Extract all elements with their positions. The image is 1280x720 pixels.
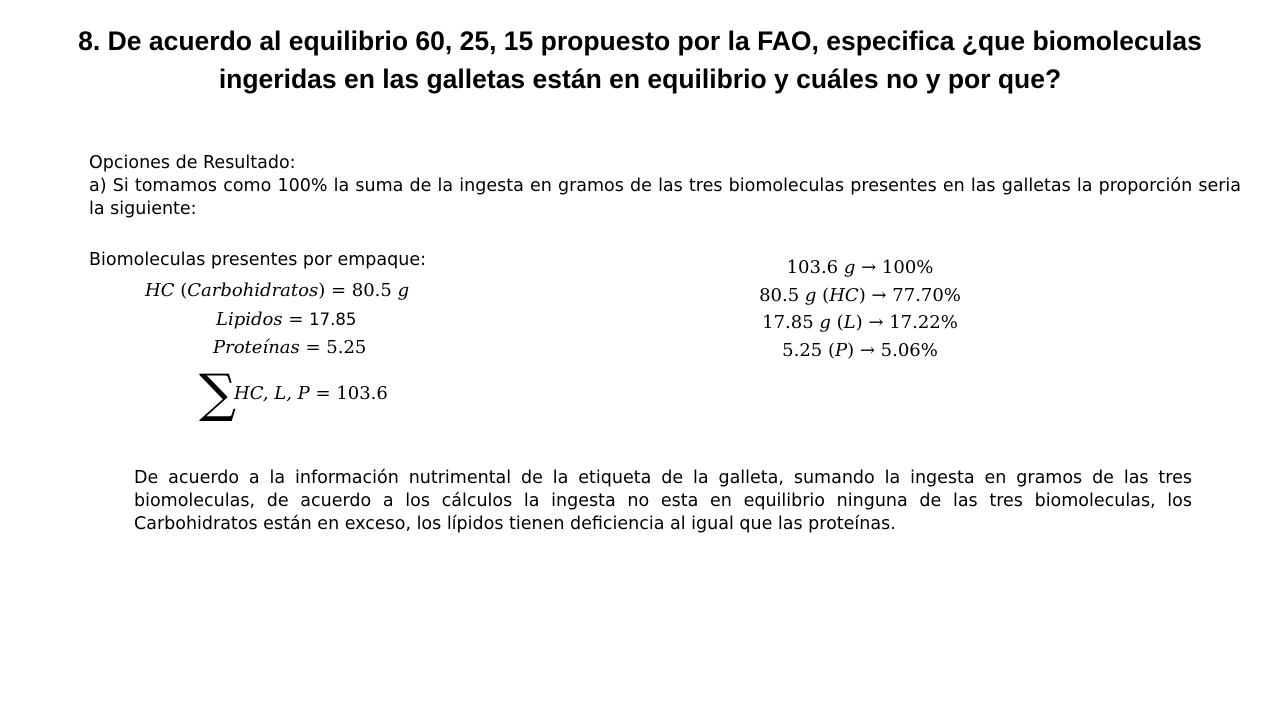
proportion-carbohydrates: 80.5 g (HC) → 77.70%: [759, 284, 961, 306]
intro-heading: Opciones de Resultado:: [89, 153, 296, 173]
intro-paragraph: a) Si tomamos como 100% la suma de la ingesta en gramos de las tres biomoleculas presentes en las galletas la proporción seria la siguiente:: [89, 176, 1241, 219]
conclusion-paragraph: De acuerdo a la información nutrimental de la etiqueta de la galleta, sumando la ingesta en gramos de las tres biomoleculas, de acuerdo a los cálculos la ingesta no esta en equilibrio ninguna de las tres biomoleculas, los Carbohidratos están en exceso, los lípidos tienen deficiencia al igual que las proteínas.: [134, 468, 1192, 534]
slide-title: 8. De acuerdo al equilibrio 60, 25, 15 propuesto por la FAO, especifica ¿que biomoleculas ingeridas en las galletas están en equilibrio y cuáles no y por que?: [78, 26, 1202, 94]
biomolecules-heading: Biomoleculas presentes por empaque:: [89, 250, 426, 270]
equation-carbohydrates: HC (Carbohidratos) = 80.5 g: [145, 280, 410, 301]
proteins-name: Proteínas: [213, 337, 300, 358]
carbohydrates-name: Carbohidratos: [187, 280, 319, 301]
summation-sign: ∑: [199, 364, 237, 424]
proportion-total: 103.6 g → 100%: [786, 257, 934, 278]
equation-lipids: Lipidos = 17.85: [216, 309, 357, 330]
biomolecules-heading-block: [89, 249, 609, 272]
sum-variables: HC, L, P: [234, 383, 310, 404]
proteins-value: 5.25: [326, 337, 367, 358]
intro-section: [89, 152, 1241, 221]
proportion-list: [700, 254, 1020, 364]
sum-value: 103.6: [336, 383, 388, 404]
carbohydrates-unit: g: [397, 280, 410, 301]
proportion-proteins: 5.25 (P) → 5.06%: [782, 339, 938, 361]
carbohydrates-value: 80.5: [351, 280, 392, 301]
equation-sum: HC, L, P = 103.6: [234, 383, 388, 404]
proportion-lipids: 17.85 g (L) → 17.22%: [762, 312, 958, 333]
lipids-value: 17.85: [309, 310, 357, 329]
equation-proteins: Proteínas = 5.25: [213, 337, 367, 358]
lipids-name: Lipidos: [216, 309, 283, 330]
